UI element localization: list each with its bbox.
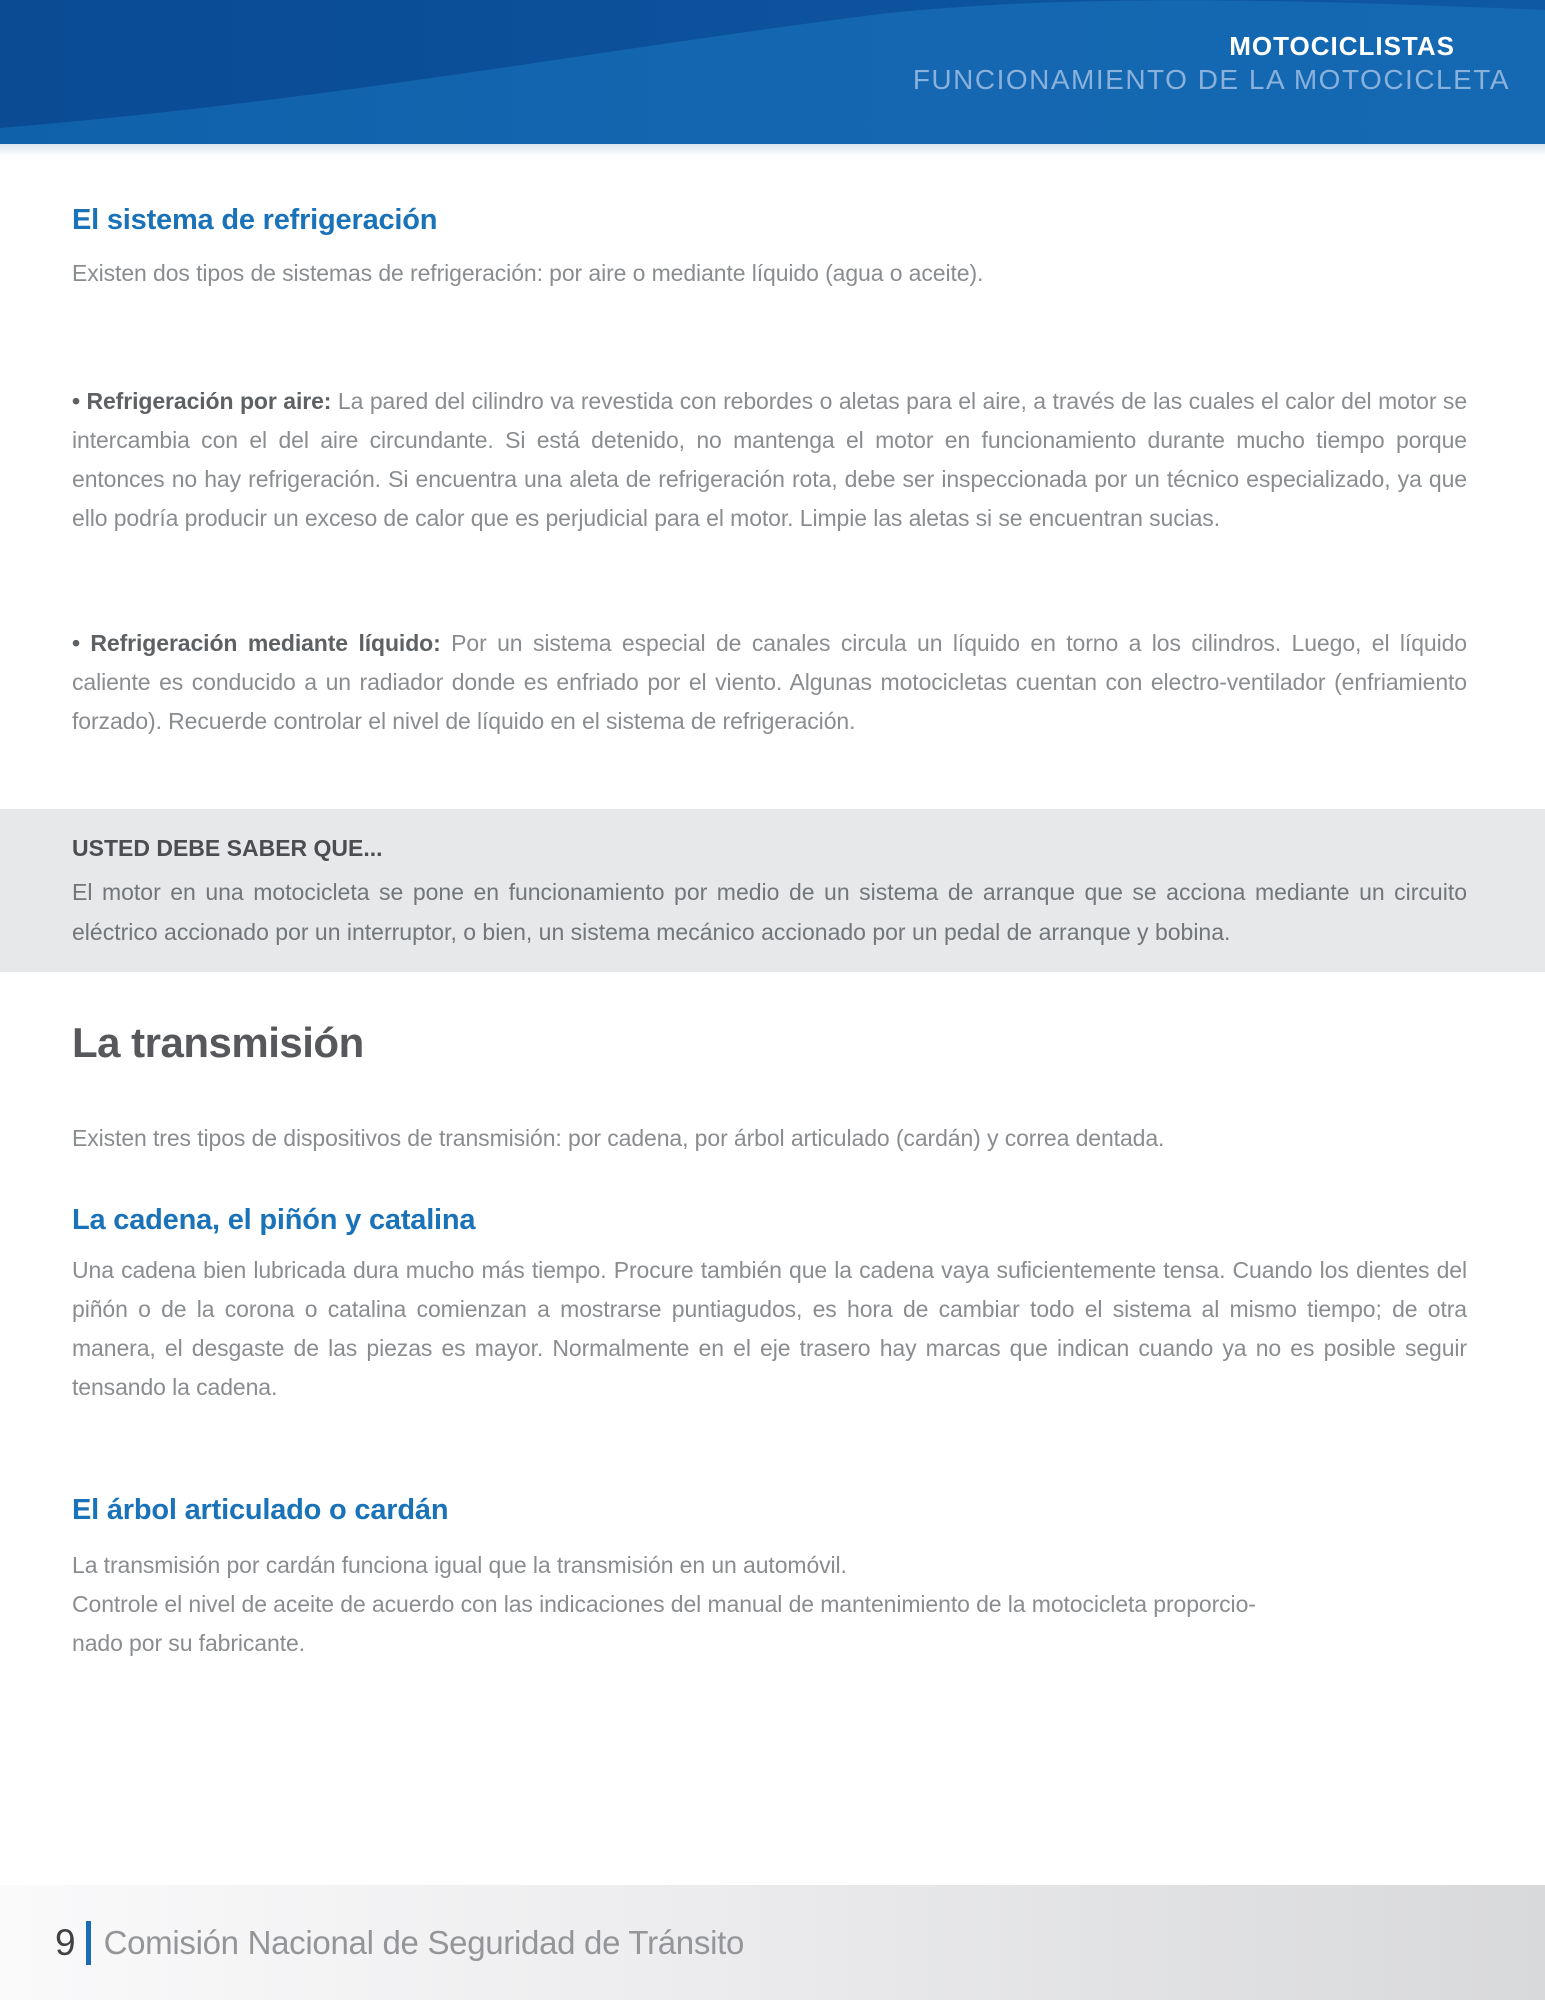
- callout-title: USTED DEBE SABER QUE...: [72, 835, 383, 861]
- footer-separator-bar: [86, 1921, 91, 1965]
- section-title-chain: La cadena, el piñón y catalina: [72, 1204, 476, 1236]
- info-callout-box: [0, 809, 1545, 972]
- header-title: MOTOCICLISTAS: [1229, 31, 1455, 61]
- header-text-block: [913, 33, 1510, 94]
- footer-content: [0, 1885, 1545, 2000]
- cooling-bullet-liquid-label: • Refrigeración mediante líquido:: [72, 630, 441, 656]
- transmission-intro: Existen tres tipos de dispositivos de transmisión: por cadena, por árbol articulado (cardán) y correa dentada.: [72, 1125, 1165, 1151]
- cardan-line-3: nado por su fabricante.: [72, 1630, 305, 1656]
- cardan-line-2: Controle el nivel de aceite de acuerdo con las indicaciones del manual de mantenimiento de la motocicleta proporcio-: [72, 1591, 1256, 1617]
- section-title-transmission: La transmisión: [72, 1019, 364, 1066]
- cooling-bullet-air-label: • Refrigeración por aire:: [72, 388, 332, 414]
- cooling-intro: Existen dos tipos de sistemas de refrigeración: por aire o mediante líquido (agua o aceite).: [72, 260, 984, 286]
- page-header: [0, 0, 1545, 144]
- header-subtitle: FUNCIONAMIENTO DE LA MOTOCICLETA: [912, 64, 1510, 95]
- chain-paragraph: Una cadena bien lubricada dura mucho más tiempo. Procure también que la cadena vaya suficientemente tensa. Cuando los dientes del piñón o de la corona o catalina comienzan a mostrarse puntiagudos, es hora de cambiar todo el sistema al mismo tiempo; de otra manera, el desgaste de las piezas es mayor. Normalmente en el eje trasero hay marcas que indican cuando ya no es posible seguir tensando la cadena.: [72, 1257, 1467, 1400]
- section-title-cardan: El árbol articulado o cardán: [72, 1494, 449, 1526]
- section-title-cooling: El sistema de refrigeración: [72, 204, 438, 236]
- cooling-bullet-air: [72, 382, 1467, 538]
- cooling-bullet-liquid-text: Por un sistema especial de canales circula un líquido en torno a los cilindros. Luego, el líquido caliente es conducido a un radiador donde es enfriado por el viento. Algunas motocicletas cuentan con electro-ventilador (enfriamiento forzado). Recuerde controlar el nivel de líquido en el sistema de refrigeración.: [72, 630, 1467, 734]
- footer-organization: Comisión Nacional de Seguridad de Tránsito: [103, 1923, 745, 1961]
- cardan-line-1: La transmisión por cardán funciona igual que la transmisión en un automóvil.: [72, 1552, 847, 1578]
- callout-body: El motor en una motocicleta se pone en funcionamiento por medio de un sistema de arranque que se acciona mediante un circuito eléctrico accionado por un interruptor, o bien, un sistema mecánico accionado por un pedal de arranque y bobina.: [72, 879, 1467, 945]
- page-footer: [0, 1885, 1545, 2000]
- page-number: 9: [55, 1921, 76, 1963]
- header-bottom-fade: [0, 144, 1545, 156]
- cooling-bullet-air-text: La pared del cilindro va revestida con rebordes o aletas para el aire, a través de las cuales el calor del motor se intercambia con el del aire circundante. Si está detenido, no mantenga el motor en funcionamiento durante mucho tiempo porque entonces no hay refrigeración. Si encuentra una aleta de refrigeración rota, debe ser inspeccionada por un técnico especializado, ya que ello podría producir un exceso de calor que es perjudicial para el motor. Limpie las aletas si se encuentran sucias.: [72, 388, 1468, 531]
- cooling-bullet-liquid: [72, 624, 1467, 741]
- cardan-paragraph: [72, 1546, 1467, 1663]
